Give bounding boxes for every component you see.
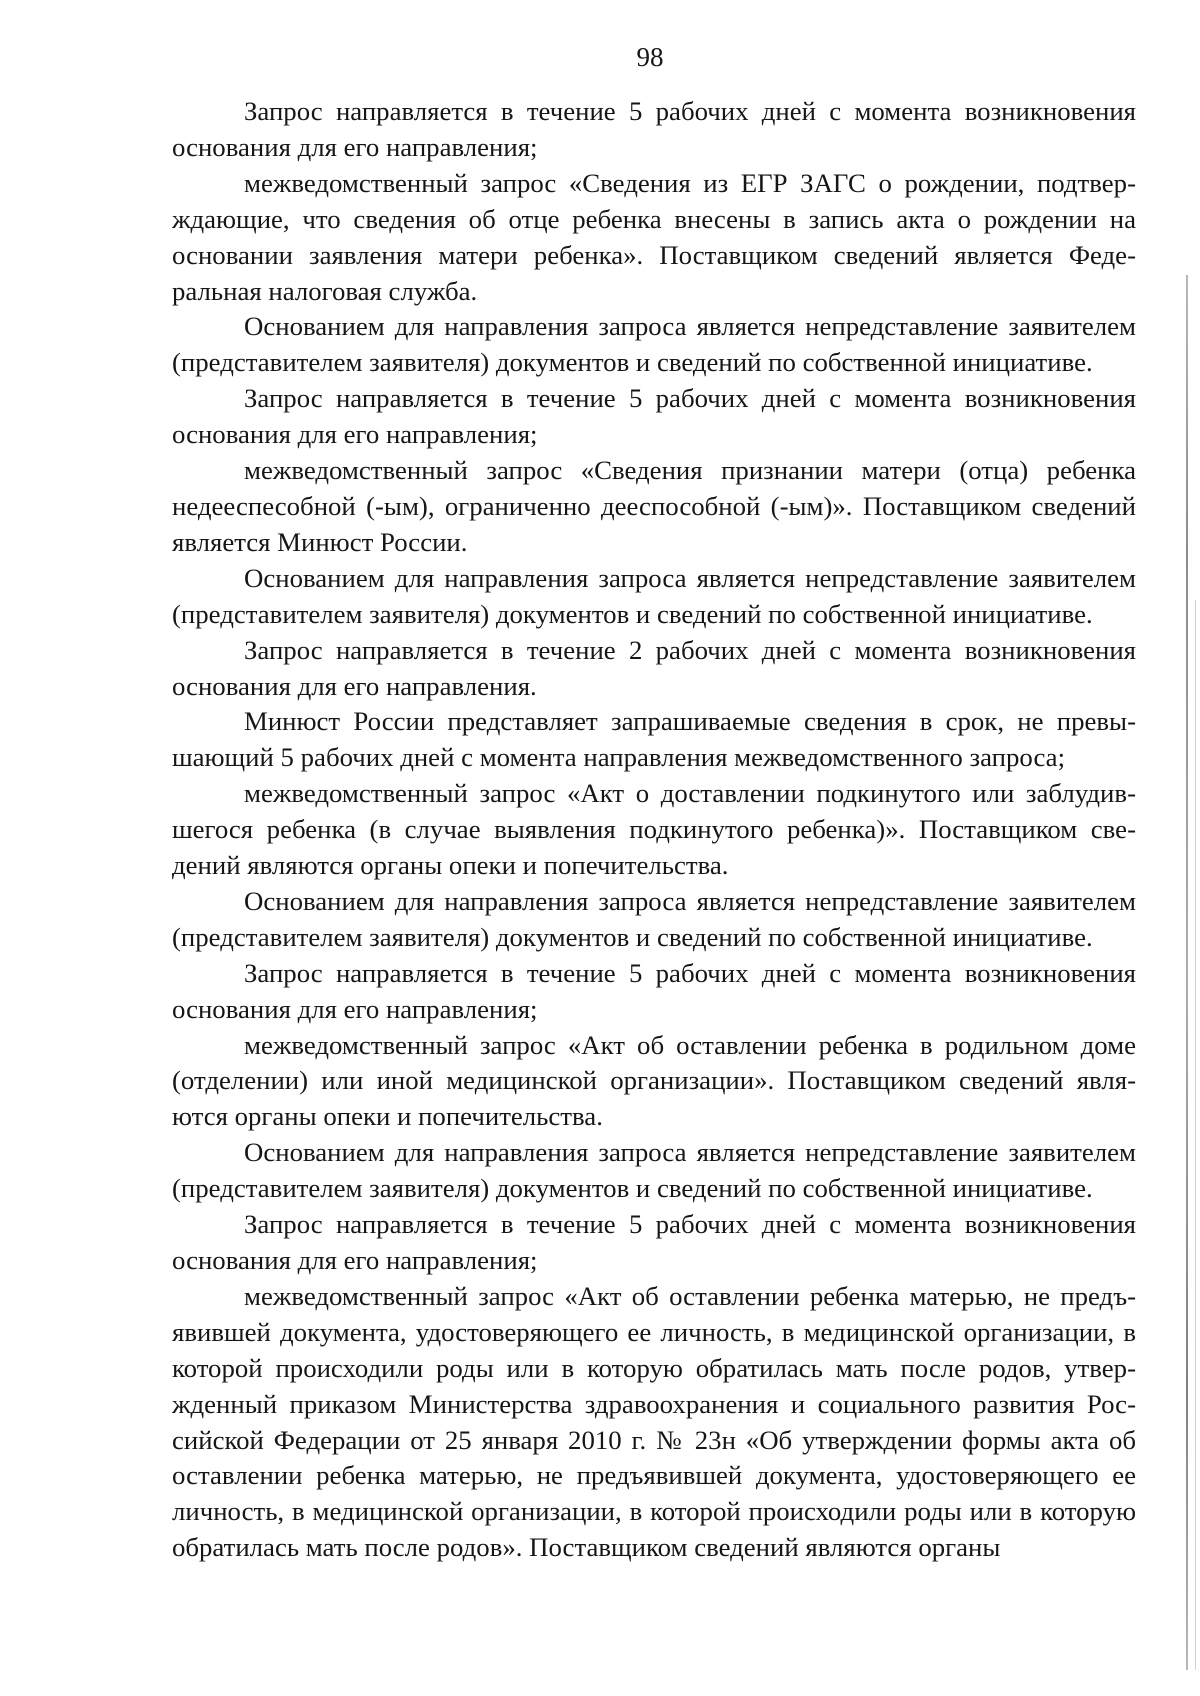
paragraph: межведомственный запрос «Сведения из ЕГР ЗАГС о рождении, подтверждающие, что сведения об отце ребенка внесены в запись акта о рождении на основании заявления матери ребенка». Поставщиком сведений является Федеральная налоговая служба. (172, 167, 1136, 306)
page-number: 98 (636, 42, 664, 72)
paragraph: межведомственный запрос «Акт об оставлении ребенка матерью, не предъявившей документа, удостоверяющего ее личность, в медицинской организации, в которой происходили роды или в которую обратилась мать после родов, утвержденный приказом Министерства здравоохранения и социального развития Российской Федерации от 25 января 2010 г. № 23н «Об утверждении формы акта об оставлении ребенка матерью, не предъявившей документа, удостоверяющего ее личность, в медицинской организации, в которой происходили роды или в которую обратилась мать после родов». Поставщиком сведений являются органы (172, 1280, 1136, 1563)
document-body (172, 94, 1136, 1566)
paragraph: Запрос направляется в течение 2 рабочих дней с момента возникновения основания для его направления. (172, 634, 1136, 701)
paragraph: Основанием для направления запроса является непредставление заявителем (представителем заявителя) документов и сведений по собственной инициативе. (172, 885, 1136, 952)
paragraph: Минюст России представляет запрашиваемые сведения в срок, не превышающий 5 рабочих дней с момента направления межведомственного запроса; (172, 706, 1136, 773)
paragraph: Запрос направляется в течение 5 рабочих дней с момента возникновения основания для его направления; (172, 383, 1136, 450)
paragraph: межведомственный запрос «Акт об оставлении ребенка в родильном доме (отделении) или иной медицинской организации». Поставщиком сведений являются органы опеки и попечительства. (172, 1029, 1136, 1132)
paragraph: Запрос направляется в течение 5 рабочих дней с момента возникновения основания для его направления; (172, 957, 1136, 1024)
paragraph: Основанием для направления запроса является непредставление заявителем (представителем заявителя) документов и сведений по собственной инициативе. (172, 1137, 1136, 1204)
paragraph: межведомственный запрос «Акт о доставлении подкинутого или заблудившегося ребенка (в случае выявления подкинутого ребенка)». Поставщиком сведений являются органы опеки и попечительства. (172, 778, 1136, 881)
paragraph: межведомственный запрос «Сведения признании матери (отца) ребенка недееспесобной (-ым), ограниченно дееспособной (-ым)». Поставщиком сведений является Минюст России. (172, 455, 1136, 557)
scan-edge-line (1195, 600, 1196, 1670)
scan-edge-line (1186, 275, 1188, 1670)
paragraph: Основанием для направления запроса является непредставление заявителем (представителем заявителя) документов и сведений по собственной инициативе. (172, 311, 1136, 378)
paragraph: Основанием для направления запроса является непредставление заявителем (представителем заявителя) документов и сведений по собственной инициативе. (172, 562, 1136, 629)
paragraph: Запрос направляется в течение 5 рабочих дней с момента возникновения основания для его направления; (172, 1209, 1136, 1275)
paragraph: Запрос направляется в течение 5 рабочих дней с момента возникновения основания для его направления; (172, 96, 1136, 162)
